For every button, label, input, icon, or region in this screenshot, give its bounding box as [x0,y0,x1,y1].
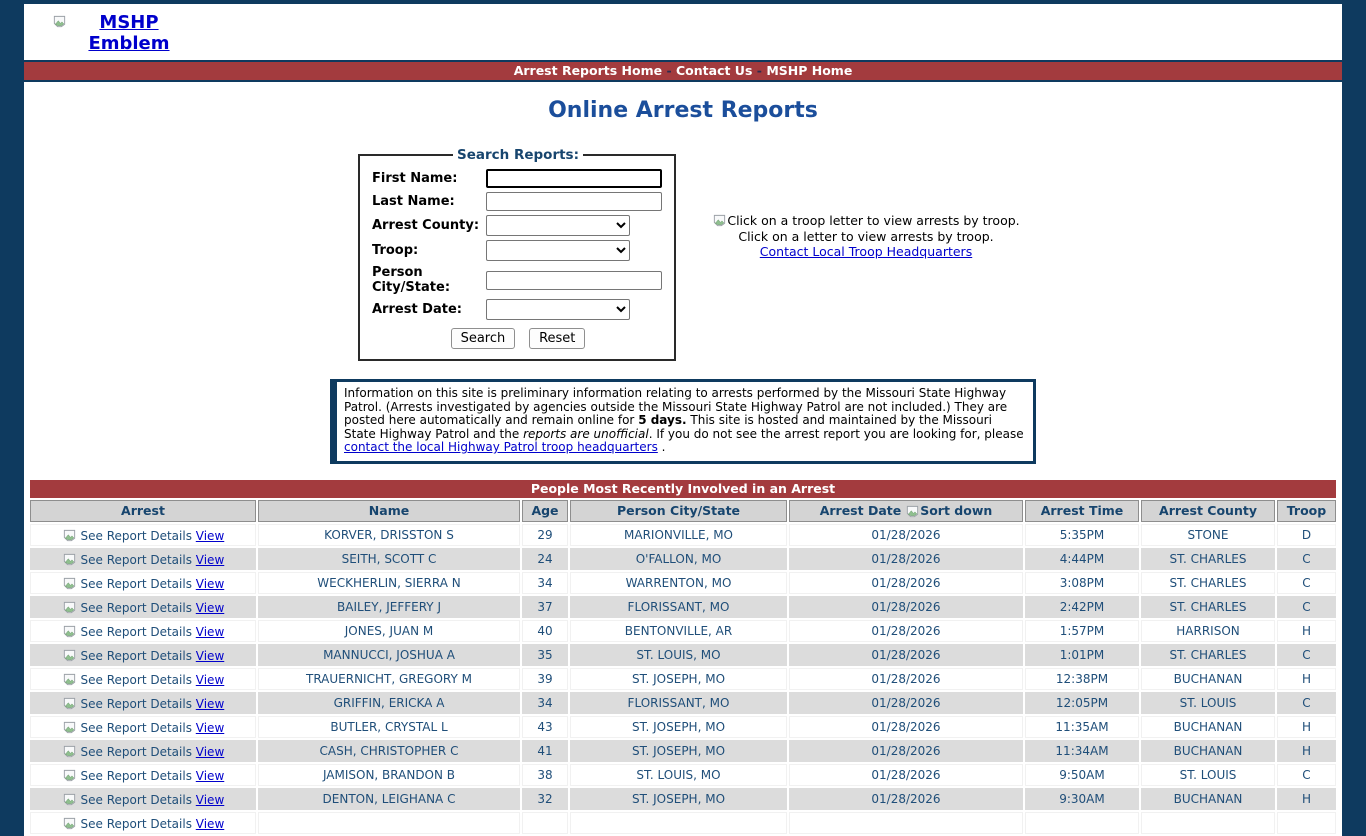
cell-troop: H [1277,740,1336,762]
nav-arrest-reports-home[interactable]: Arrest Reports Home [513,63,663,78]
cell-age: 40 [522,620,568,642]
site-header [24,4,1342,60]
notice-text: Information on this site is preliminary information relating to arrests performed by the Missouri State Highway Patrol. (Arrests investigated by agencies outside the Missouri State Highway Patrol are not included.) They are posted here automatically and remain online for [344,386,1008,427]
cell-arrest-date: 01/28/2026 [789,740,1023,762]
cell-arrest-time: 5:35PM [1025,524,1139,546]
table-header-row [30,500,1336,522]
sort-down-alt-text: Sort down [920,502,993,518]
arrest-date-header-label: Arrest Date [819,502,902,518]
view-report-link[interactable]: View [195,576,225,591]
report-broken-image-icon [62,600,77,615]
report-broken-image-icon [62,720,77,735]
cell-troop: C [1277,692,1336,714]
table-band-title: People Most Recently Involved in an Arrest [30,480,1336,498]
report-broken-image-icon [62,696,77,711]
cell-arrest-date: 01/28/2026 [789,596,1023,618]
cell-arrest-county [1141,812,1275,834]
cell-arrest-county: ST. LOUIS [1141,764,1275,786]
cell-arrest-county: BUCHANAN [1141,668,1275,690]
table-row [30,668,1336,690]
cell-arrest-county: ST. LOUIS [1141,692,1275,714]
cell-arrest-time: 12:38PM [1025,668,1139,690]
col-header-person-city-state: Person City/State [570,500,787,522]
cell-name: MANNUCCI, JOSHUA A [258,644,520,666]
site-notice [330,379,1036,464]
cell-troop [1277,812,1336,834]
last-name-input[interactable] [486,192,662,211]
reset-button[interactable]: Reset [529,328,585,349]
cell-person-city-state [570,812,787,834]
report-broken-image-icon [62,672,77,687]
col-header-arrest-county: Arrest County [1141,500,1275,522]
cell-person-city-state: FLORISSANT, MO [570,596,787,618]
cell-age: 38 [522,764,568,786]
see-report-details-alt-text: See Report Details [80,624,192,639]
cell-name: BAILEY, JEFFERY J [258,596,520,618]
view-report-link[interactable]: View [195,528,225,543]
page-title: Online Arrest Reports [548,98,818,123]
cell-person-city-state: ST. JOSEPH, MO [570,668,787,690]
cell-arrest-date: 01/28/2026 [789,572,1023,594]
nav-separator: - [666,63,672,78]
nav-mshp-home[interactable]: MSHP Home [766,63,853,78]
sort-down-broken-image-icon [905,504,920,519]
top-nav [24,60,1342,82]
cell-name: JAMISON, BRANDON B [258,764,520,786]
cell-troop: H [1277,620,1336,642]
contact-local-troop-link[interactable]: Contact Local Troop Headquarters [759,244,973,259]
report-broken-image-icon [62,624,77,639]
cell-arrest-county: BUCHANAN [1141,788,1275,810]
notice-bold-5-days: 5 days. [638,413,687,427]
cell-person-city-state: ST. LOUIS, MO [570,644,787,666]
table-row [30,692,1336,714]
view-report-link[interactable]: View [195,648,225,663]
cell-arrest-county: BUCHANAN [1141,716,1275,738]
report-broken-image-icon [62,816,77,831]
troop-map-alt-text: Click on a troop letter to view arrests by troop. [727,213,1020,228]
cell-arrest-county: ST. CHARLES [1141,644,1275,666]
report-broken-image-icon [62,744,77,759]
cell-age: 37 [522,596,568,618]
table-row [30,812,1336,834]
cell-arrest-date: 01/28/2026 [789,788,1023,810]
report-broken-image-icon [62,792,77,807]
cell-age: 34 [522,692,568,714]
cell-name: BUTLER, CRYSTAL L [258,716,520,738]
see-report-details-alt-text: See Report Details [80,600,192,615]
arrest-date-select[interactable] [486,299,630,320]
view-report-link[interactable]: View [195,768,225,783]
see-report-details-alt-text: See Report Details [80,720,192,735]
view-report-link[interactable]: View [195,792,225,807]
cell-arrest-time [1025,812,1139,834]
cell-arrest-county: STONE [1141,524,1275,546]
emblem-alt-text: MSHP Emblem [88,12,170,54]
cell-age: 34 [522,572,568,594]
report-broken-image-icon [62,576,77,591]
arrest-county-select[interactable] [486,215,630,236]
cell-name: DENTON, LEIGHANA C [258,788,520,810]
arrest-county-label: Arrest County: [372,218,480,233]
arrest-table-body [30,524,1336,834]
cell-arrest-time: 11:34AM [1025,740,1139,762]
cell-person-city-state: ST. JOSEPH, MO [570,740,787,762]
person-city-state-input[interactable] [486,271,662,290]
see-report-details-alt-text: See Report Details [80,816,192,831]
nav-separator: - [756,63,762,78]
cell-troop: C [1277,644,1336,666]
cell-person-city-state: ST. JOSEPH, MO [570,716,787,738]
cell-name [258,812,520,834]
see-report-details-alt-text: See Report Details [80,552,192,567]
view-report-link[interactable]: View [195,672,225,687]
table-row [30,788,1336,810]
cell-person-city-state: O'FALLON, MO [570,548,787,570]
cell-person-city-state: WARRENTON, MO [570,572,787,594]
view-report-link[interactable]: View [195,696,225,711]
see-report-details-alt-text: See Report Details [80,768,192,783]
cell-troop: C [1277,572,1336,594]
cell-person-city-state: MARIONVILLE, MO [570,524,787,546]
cell-arrest-county: ST. CHARLES [1141,596,1275,618]
troop-select[interactable] [486,240,630,261]
cell-arrest-time: 2:42PM [1025,596,1139,618]
cell-person-city-state: BENTONVILLE, AR [570,620,787,642]
table-row [30,620,1336,642]
cell-age: 39 [522,668,568,690]
cell-arrest-date: 01/28/2026 [789,764,1023,786]
view-report-link[interactable]: View [195,600,225,615]
troop-label: Troop: [372,243,419,258]
search-reports-fieldset [358,147,676,361]
col-header-arrest-date[interactable] [789,500,1023,522]
cell-age: 29 [522,524,568,546]
search-area [24,147,1342,361]
notice-text: This site is hosted and maintained by the Missouri State Highway Patrol and the [344,413,992,441]
notice-text: . [657,440,666,454]
cell-person-city-state: ST. JOSEPH, MO [570,788,787,810]
see-report-details-alt-text: See Report Details [80,696,192,711]
cell-arrest-time: 4:44PM [1025,548,1139,570]
table-row [30,716,1336,738]
cell-age: 41 [522,740,568,762]
cell-arrest-date: 01/28/2026 [789,524,1023,546]
col-header-arrest: Arrest [30,500,256,522]
report-broken-image-icon [62,648,77,663]
troop-info-line2: Click on a letter to view arrests by troop. [738,228,994,244]
cell-name: WECKHERLIN, SIERRA N [258,572,520,594]
view-report-link[interactable]: View [195,720,225,735]
cell-age: 35 [522,644,568,666]
cell-age: 24 [522,548,568,570]
cell-arrest-date: 01/28/2026 [789,620,1023,642]
cell-arrest-time: 1:57PM [1025,620,1139,642]
table-row [30,644,1336,666]
view-report-link[interactable]: View [195,744,225,759]
cell-troop: C [1277,548,1336,570]
search-button[interactable]: Search [451,328,516,349]
cell-troop: D [1277,524,1336,546]
last-name-label: Last Name: [372,194,455,209]
cell-arrest-date: 01/28/2026 [789,668,1023,690]
table-row [30,596,1336,618]
cell-arrest-county: ST. CHARLES [1141,572,1275,594]
cell-troop: H [1277,716,1336,738]
cell-arrest-date: 01/28/2026 [789,644,1023,666]
see-report-details-alt-text: See Report Details [80,648,192,663]
see-report-details-alt-text: See Report Details [80,792,192,807]
cell-age: 43 [522,716,568,738]
cell-troop: C [1277,764,1336,786]
col-header-arrest-time: Arrest Time [1025,500,1139,522]
see-report-details-alt-text: See Report Details [80,528,192,543]
cell-troop: H [1277,668,1336,690]
cell-name: SEITH, SCOTT C [258,548,520,570]
table-row [30,524,1336,546]
cell-name: TRAUERNICHT, GREGORY M [258,668,520,690]
cell-arrest-date: 01/28/2026 [789,716,1023,738]
cell-name: CASH, CHRISTOPHER C [258,740,520,762]
col-header-name: Name [258,500,520,522]
col-header-age: Age [522,500,568,522]
see-report-details-alt-text: See Report Details [80,576,192,591]
table-row [30,764,1336,786]
mshp-emblem-link[interactable] [52,12,177,54]
notice-text: . If you do not see the arrest report you are looking for, please [648,426,1024,441]
cell-arrest-time: 11:35AM [1025,716,1139,738]
cell-person-city-state: ST. LOUIS, MO [570,764,787,786]
cell-arrest-date: 01/28/2026 [789,548,1023,570]
cell-troop: C [1277,596,1336,618]
troop-info [696,213,1036,260]
cell-arrest-time: 9:30AM [1025,788,1139,810]
page [24,4,1342,836]
notice-italic-unofficial: reports are unofficial [523,426,649,441]
cell-age: 32 [522,788,568,810]
first-name-label: First Name: [372,171,458,186]
contact-troop-headquarters-link[interactable]: contact the local Highway Patrol troop headquarters [344,440,658,454]
cell-arrest-time: 3:08PM [1025,572,1139,594]
first-name-input[interactable] [486,169,662,188]
cell-arrest-county: ST. CHARLES [1141,548,1275,570]
cell-arrest-time: 1:01PM [1025,644,1139,666]
col-header-troop: Troop [1277,500,1336,522]
cell-arrest-time: 12:05PM [1025,692,1139,714]
arrest-date-label: Arrest Date: [372,302,462,317]
cell-arrest-date [789,812,1023,834]
cell-age [522,812,568,834]
cell-arrest-county: BUCHANAN [1141,740,1275,762]
report-broken-image-icon [62,768,77,783]
nav-contact-us[interactable]: Contact Us [676,63,753,78]
cell-name: JONES, JUAN M [258,620,520,642]
arrests-table [28,498,1338,836]
cell-person-city-state: FLORISSANT, MO [570,692,787,714]
cell-arrest-county: HARRISON [1141,620,1275,642]
report-broken-image-icon [62,528,77,543]
see-report-details-alt-text: See Report Details [80,672,192,687]
table-row [30,740,1336,762]
see-report-details-alt-text: See Report Details [80,744,192,759]
report-broken-image-icon [62,552,77,567]
person-city-state-label: Person City/State: [372,265,451,295]
troop-map-broken-image-icon [712,213,727,228]
cell-troop: H [1277,788,1336,810]
view-report-link[interactable]: View [195,552,225,567]
cell-name: GRIFFIN, ERICKA A [258,692,520,714]
table-row [30,548,1336,570]
search-reports-legend: Search Reports: [457,147,579,163]
view-report-link[interactable]: View [195,624,225,639]
cell-name: KORVER, DRISSTON S [258,524,520,546]
broken-image-icon [52,14,67,29]
view-report-link[interactable]: View [195,816,225,831]
cell-arrest-date: 01/28/2026 [789,692,1023,714]
table-row [30,572,1336,594]
cell-arrest-time: 9:50AM [1025,764,1139,786]
